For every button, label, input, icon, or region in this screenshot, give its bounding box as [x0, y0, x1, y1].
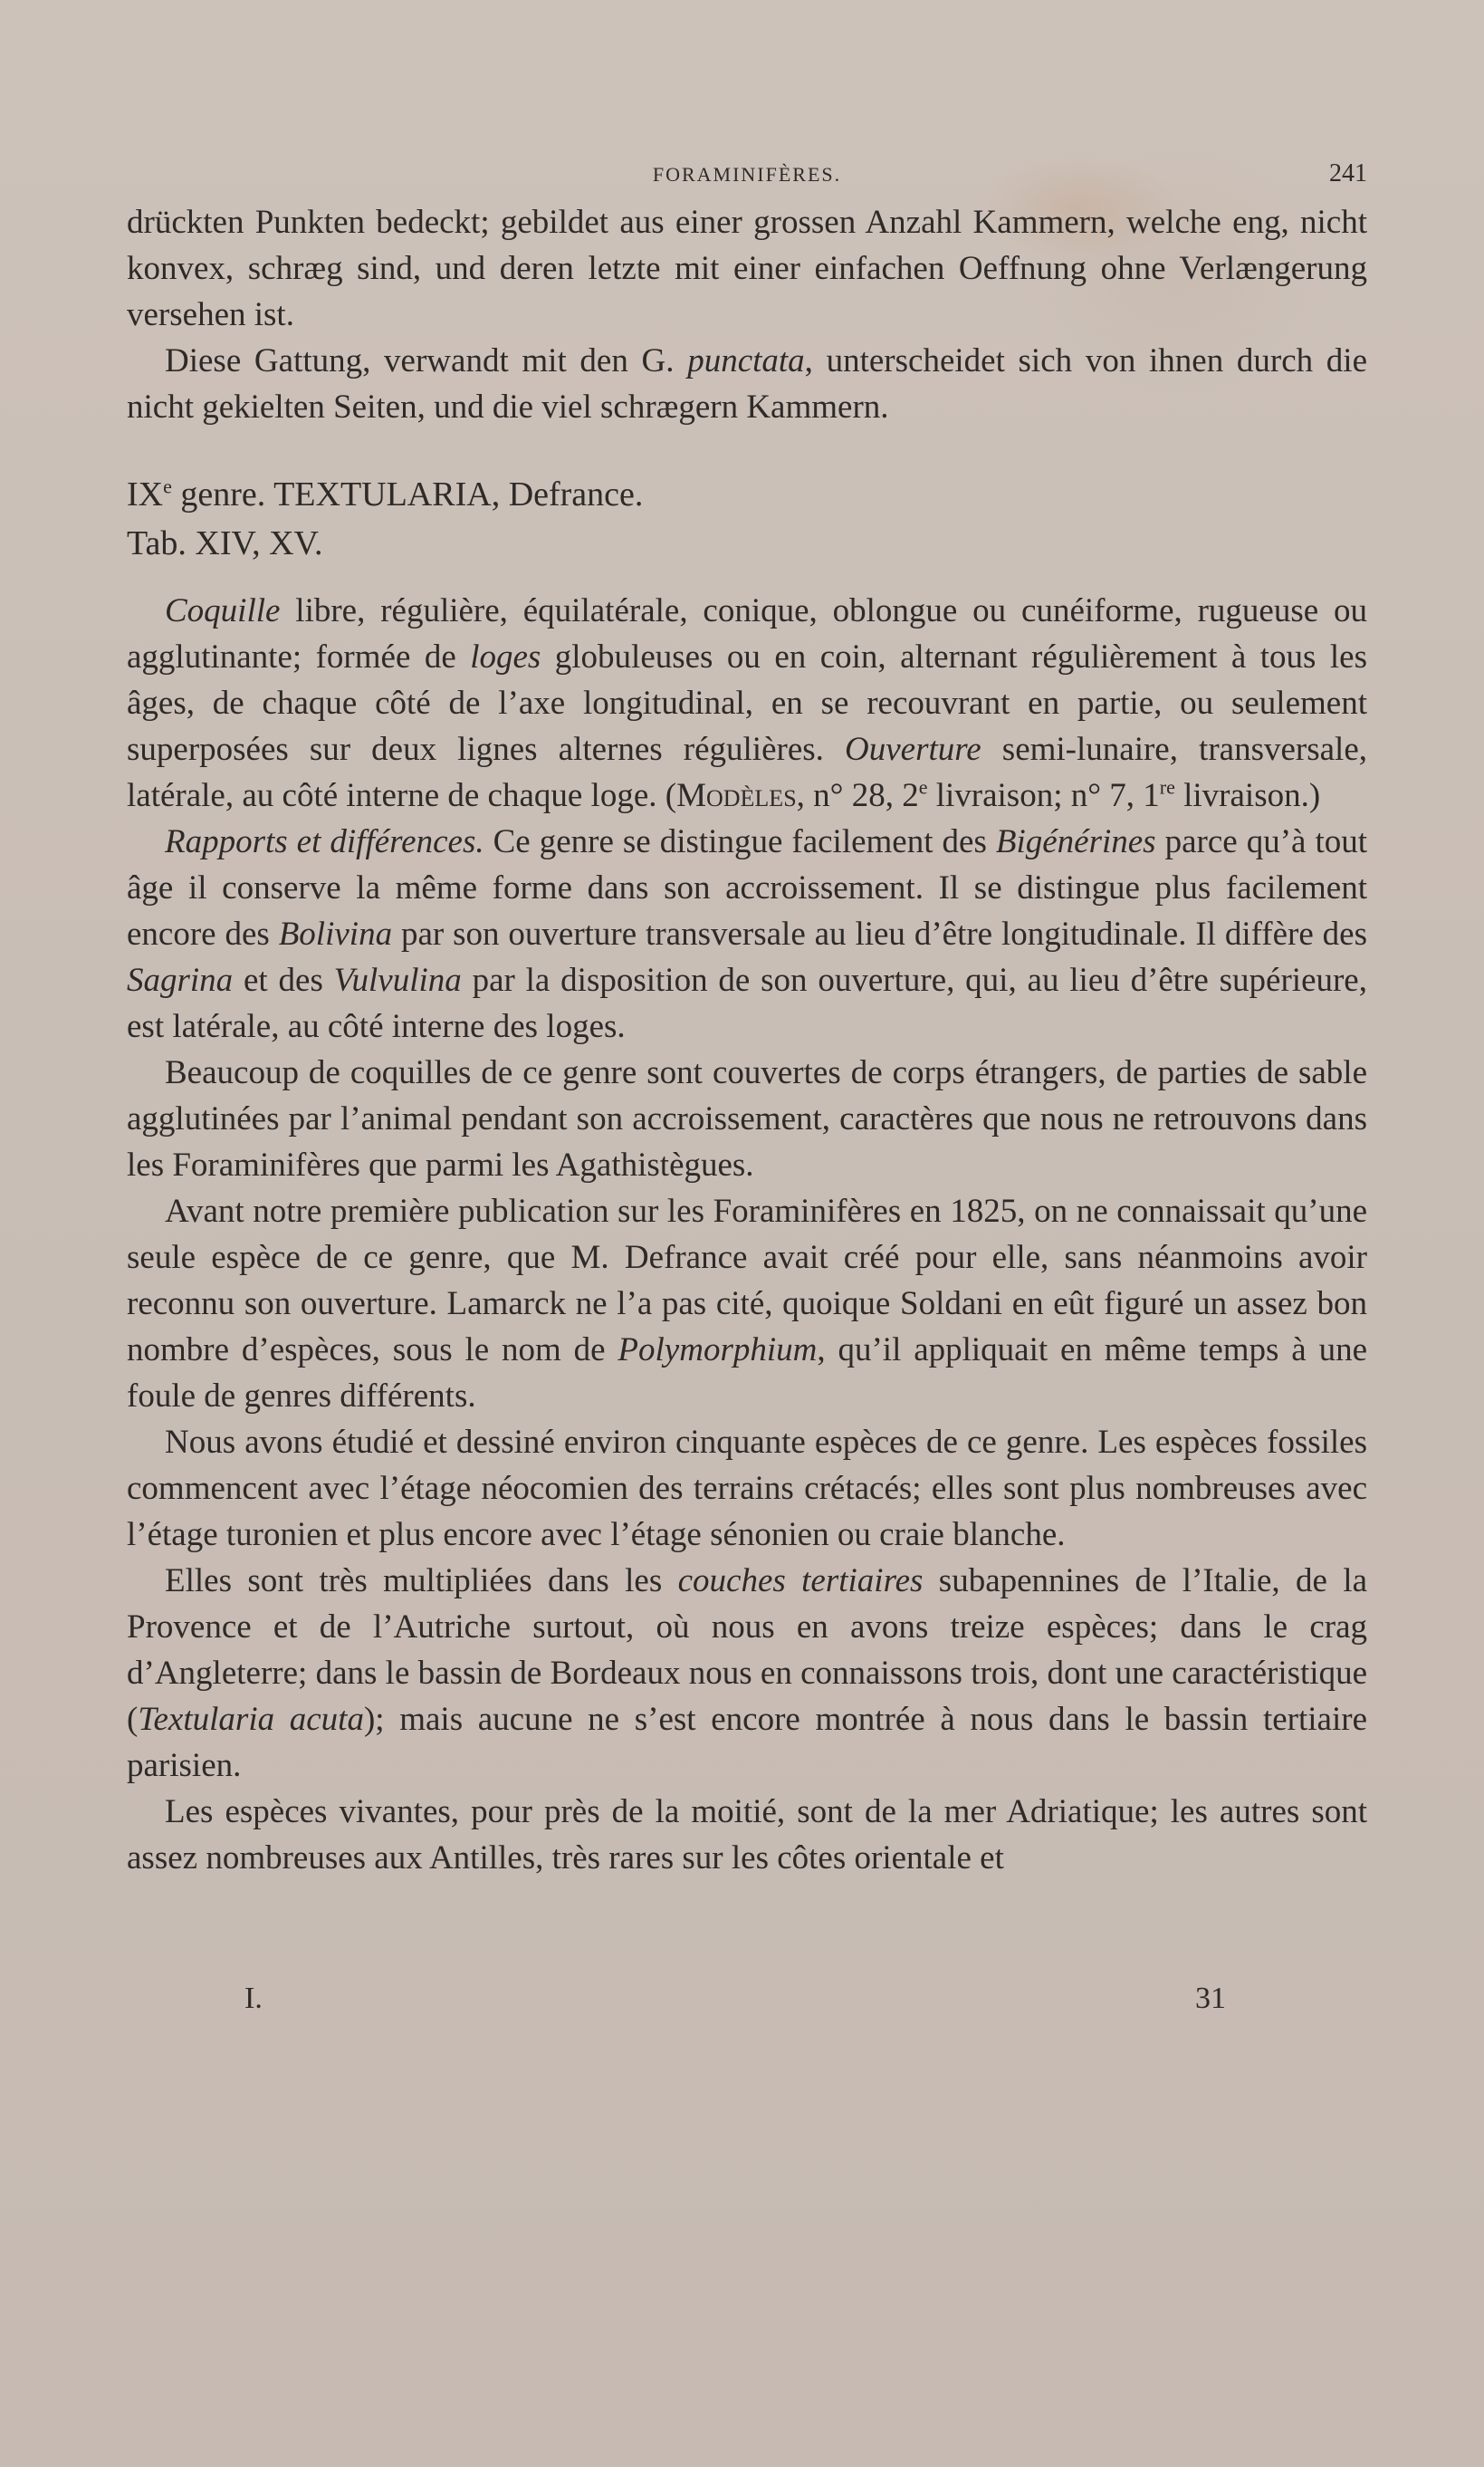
text-run: Elles sont très multipliées dans les — [165, 1562, 678, 1599]
spacer — [127, 430, 1367, 470]
paragraph-continuation — [127, 199, 1367, 338]
page-footer — [127, 1982, 1367, 2021]
text-run: genre. TEXTULARIA, Defrance. — [171, 475, 644, 514]
text-run: subapennines de l’Italie, de la Provence et de l’Autriche surtout, où nous en avons treize espèces; dans le crag d’Angleterre; dans le bassin de Bordeaux nous en connaissons trois, dont une caractéristique ( — [127, 1562, 1367, 1738]
italic-term: Textularia acuta — [138, 1701, 364, 1738]
text-run: IX — [127, 475, 164, 514]
paragraph-coquille — [127, 588, 1367, 819]
text-run: drückten Punkten bedeckt; gebildet aus einer grossen Anzahl Kammern, welche eng, nicht konvex, schræg sind, und deren letzte mit einer einfachen Oeffnung ohne Verlængerung versehen ist. — [127, 204, 1367, 333]
signature-mark: I. — [244, 1982, 263, 2015]
paragraph-avant — [127, 1188, 1367, 1419]
superscript: e — [163, 475, 172, 498]
genus-heading — [127, 470, 1367, 568]
paragraph-nous-avons — [127, 1419, 1367, 1558]
text-run: , n° 28, 2 — [796, 777, 919, 814]
italic-term: punctata — [687, 342, 805, 379]
text-run: et des — [233, 962, 334, 999]
italic-term: loges — [470, 638, 541, 676]
italic-term: Coquille — [165, 592, 281, 629]
superscript: e — [918, 775, 928, 799]
text-run: Ce genre se distingue facilement des — [483, 823, 996, 860]
text-run: semi-lunaire, transversale, latérale, au côté interne de chaque loge. ( — [127, 731, 1367, 814]
text-run: Beaucoup de coquilles de ce genre sont couvertes de corps étrangers, de parties de sable agglutinées par l’animal pendant son accroissement, caractères que nous ne retrouvons dans les Foraminifères que parmi les Agathistègues. — [127, 1054, 1367, 1184]
text-run: parce qu’à tout âge il conserve la même forme dans son accroissement. Il se distingue plus facilement encore des — [127, 823, 1368, 953]
paragraph-elles-sont — [127, 1558, 1367, 1789]
italic-term: Vulvulina — [333, 962, 462, 999]
text-run: livraison; n° 7, 1 — [927, 777, 1160, 814]
small-caps-term: Modèles — [676, 777, 797, 814]
italic-term: Bolivina — [278, 916, 393, 953]
paragraph-rapports — [127, 819, 1367, 1050]
italic-term: couches tertiaires — [677, 1562, 924, 1599]
text-run: , qu’il appliquait en même temps à une foule de genres différents. — [127, 1331, 1367, 1415]
text-run: Nous avons étudié et dessiné environ cinquante espèces de ce genre. Les espèces fossiles commencent avec l’étage néocomien des terrains crétacés; elles sont plus nombreuses avec l’étage turonien et plus encore avec l’étage sénonien ou craie blanche. — [127, 1424, 1367, 1553]
italic-term: Rapports et différences. — [165, 823, 484, 860]
paragraph-beaucoup — [127, 1050, 1367, 1188]
running-head — [127, 159, 1367, 192]
text-run: libre, régulière, équilatérale, conique, oblongue ou cunéiforme, rugueuse ou agglutinante; formée de — [127, 592, 1367, 676]
text-run: Avant notre première publication sur les Foraminifères en 1825, on ne connaissait qu’une seule espèce de ce genre, que M. Defrance avait créé pour elle, sans néanmoins avoir reconnu son ouverture. Lamarck ne l’a pas cité, quoique Soldani en eût figuré un assez bon nombre d’espèces, sous le nom de — [127, 1193, 1367, 1368]
text-run: Les espèces vivantes, pour près de la moitié, sont de la mer Adriatique; les autres sont assez nombreuses aux Antilles, très rares sur les côtes orientale et — [127, 1793, 1367, 1877]
text-run: Diese Gattung, verwandt mit den G. — [165, 342, 688, 379]
paragraph-diese-gattung — [127, 338, 1367, 430]
text-run: ); mais aucune ne s’est encore montrée à nous dans le bassin tertiaire parisien. — [127, 1701, 1367, 1784]
italic-term: Polymorphium — [618, 1331, 818, 1368]
running-title: FORAMINIFÈRES. — [652, 163, 842, 186]
text-run: , unterscheidet sich von ihnen durch die nicht gekielten Seiten, und die viel schrægern Kammern. — [127, 342, 1368, 426]
text-run: livraison.) — [1174, 777, 1321, 814]
spacer — [127, 568, 1367, 588]
text-run: par la disposition de son ouverture, qui, au lieu d’être supérieure, est latérale, au côté interne des loges. — [127, 962, 1367, 1045]
paragraph-especes-vivantes — [127, 1789, 1367, 1881]
genus-title — [127, 470, 1367, 519]
superscript: re — [1159, 775, 1175, 799]
body-text — [127, 199, 1367, 1881]
italic-term: Ouverture — [845, 731, 981, 768]
italic-term: Sagrina — [127, 962, 234, 999]
italic-term: Bigénérines — [995, 823, 1156, 860]
sheet-number: 31 — [1195, 1982, 1226, 2015]
page-number: 241 — [1329, 159, 1367, 187]
text-run: globuleuses ou en coin, alternant régulièrement à tous les âges, de chaque côté de l’axe longitudinal, en se recouvrant en partie, ou seulement superposées sur deux lignes alternes régulières. — [127, 638, 1367, 768]
text-run: par son ouverture transversale au lieu d’être longitudinale. Il diffère des — [392, 916, 1367, 953]
plate-reference: Tab. XIV, XV. — [127, 524, 323, 562]
